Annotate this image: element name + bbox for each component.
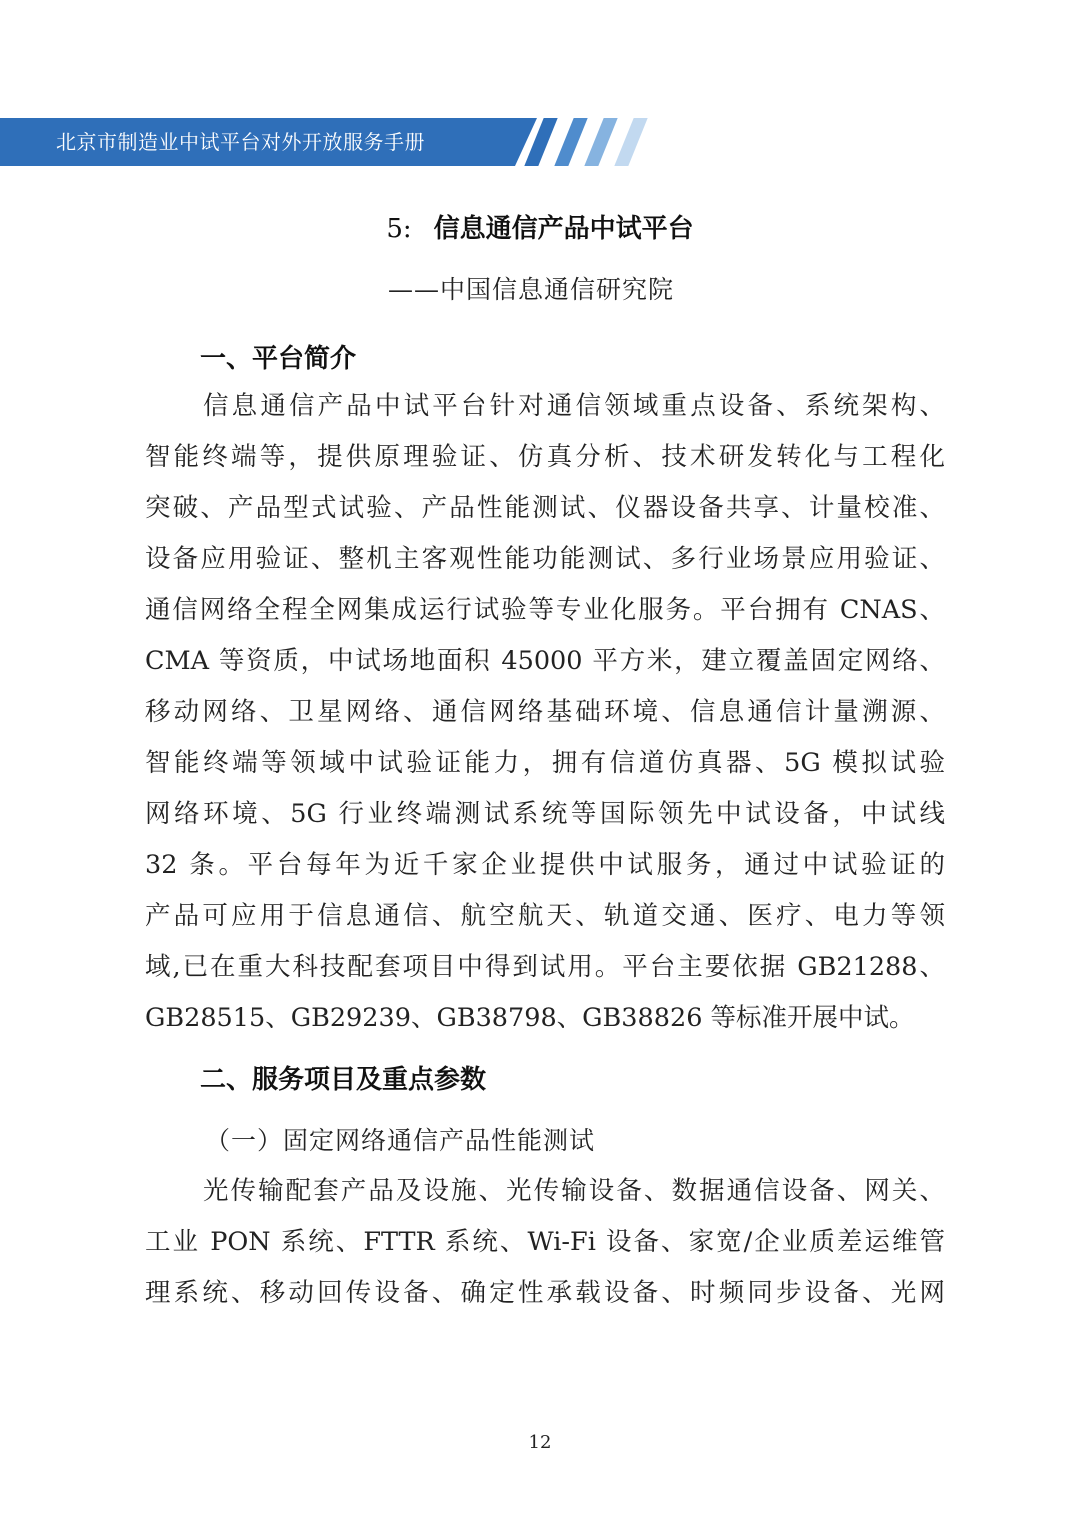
header-stripes-decoration: [520, 118, 650, 166]
paragraph-line: 理系统、移动回传设备、确定性承载设备、时频同步设备、光网: [145, 1278, 945, 1308]
section-subtitle: ——中国信息通信研究院: [388, 275, 675, 304]
header-title: 北京市制造业中试平台对外开放服务手册: [56, 130, 425, 154]
paragraph-line: 移动网络、卫星网络、通信网络基础环境、信息通信计量溯源、: [145, 697, 945, 727]
paragraph-line: 信息通信产品中试平台针对通信领域重点设备、系统架构、: [203, 391, 945, 421]
paragraph-line: 产品可应用于信息通信、航空航天、轨道交通、医疗、电力等领: [145, 901, 945, 931]
paragraph-line: 光传输配套产品及设施、光传输设备、数据通信设备、网关、: [203, 1176, 945, 1206]
paragraph-line: 网络环境、5G 行业终端测试系统等国际领先中试设备，中试线: [145, 799, 945, 829]
services-heading: 二、服务项目及重点参数: [200, 1065, 487, 1095]
section-title-text: 信息通信产品中试平台: [433, 214, 694, 244]
stripe-decoration: [584, 118, 617, 166]
stripe-decoration: [614, 118, 647, 166]
paragraph-line: 设备应用验证、整机主客观性能功能测试、多行业场景应用验证、: [145, 544, 945, 574]
section-title: [0, 208, 1080, 245]
header-banner: [0, 118, 515, 166]
paragraph-line: 智能终端等，提供原理验证、仿真分析、技术研发转化与工程化: [145, 442, 945, 472]
paragraph-line: 域,已在重大科技配套项目中得到试用。平台主要依据 GB21288、: [145, 952, 945, 982]
stripe-decoration: [524, 118, 557, 166]
paragraph-line: CMA 等资质，中试场地面积 45000 平方米，建立覆盖固定网络、: [145, 646, 945, 676]
stripe-decoration: [554, 118, 587, 166]
paragraph-line: GB28515、GB29239、GB38798、GB38826 等标准开展中试。: [145, 1003, 915, 1033]
section-number: 5:: [386, 214, 412, 244]
paragraph-line: 工业 PON 系统、FTTR 系统、Wi-Fi 设备、家宽/企业质差运维管: [145, 1227, 945, 1257]
intro-heading: 一、平台简介: [200, 344, 357, 374]
paragraph-line: 突破、产品型式试验、产品性能测试、仪器设备共享、计量校准、: [145, 493, 945, 523]
page-number: 12: [528, 1432, 552, 1453]
paragraph-line: 通信网络全程全网集成运行试验等专业化服务。平台拥有 CNAS、: [145, 595, 945, 625]
services-subheading: （一）固定网络通信产品性能测试: [205, 1126, 596, 1155]
paragraph-line: 智能终端等领域中试验证能力，拥有信道仿真器、5G 模拟试验: [145, 748, 945, 778]
paragraph-line: 32 条。平台每年为近千家企业提供中试服务，通过中试验证的: [145, 850, 945, 880]
